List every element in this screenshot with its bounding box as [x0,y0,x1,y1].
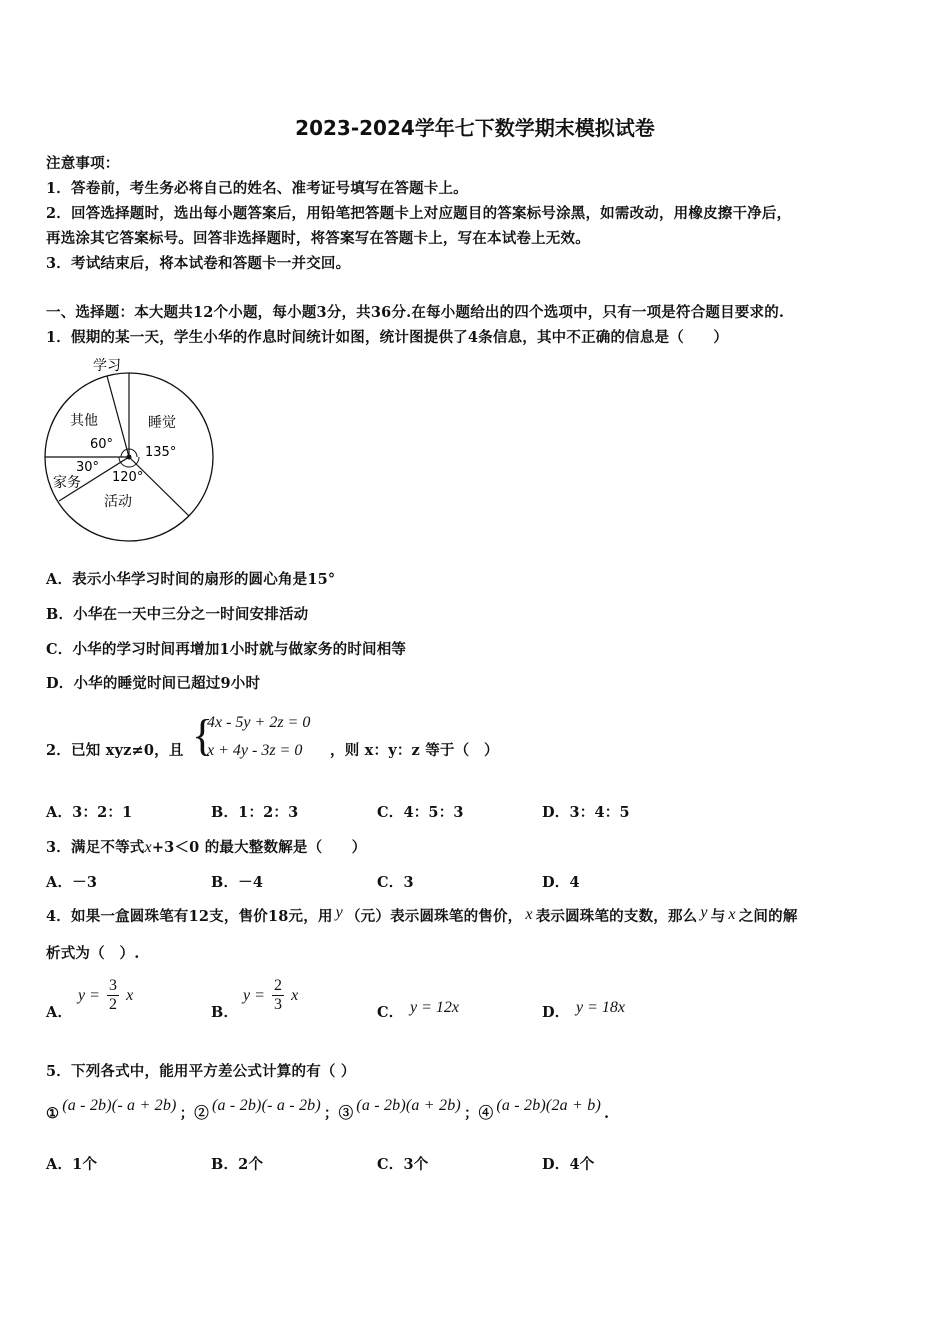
q3-option-d: D．4 [542,874,580,891]
q1-option-b: B．小华在一天中三分之一时间安排活动 [46,606,309,623]
q2-option-a: A．3：2：1 [46,804,133,821]
q3-var-x: x [144,839,152,856]
pie-angle-60: 60° [90,437,114,452]
q3-option-a: A．－3 [46,874,98,891]
pie-angle-135: 135° [145,445,177,460]
q1-stem: 1．假期的某一天，学生小华的作息时间统计如图，统计图提供了4条信息，其中不正确的信息是（ ） [46,329,729,346]
q4-option-b-label: B． [211,1004,239,1021]
q4-stem-part2: （元）表示圆珠笔的售价， [345,908,523,925]
q4-var-x-2: x [728,906,736,923]
q4-var-x: x [525,906,533,923]
q2-stem-suffix: ，则 x：y：z 等于（ ） [330,742,499,759]
notice-2-line2: 再选涂其它答案标号。回答非选择题时，将答案写在答题卡上，写在本试卷上无效。 [46,230,590,247]
q5-circle-2: ；② [179,1105,209,1122]
notice-2-line1: 2．回答选择题时，选出每小题答案后，用铅笔把答题卡上对应题目的答案标号涂黑，如需改动，用橡皮擦干净后， [46,205,792,222]
notice-1: 1．答卷前，考生务必将自己的姓名、准考证号填写在答题卡上。 [46,180,468,197]
q4-option-a-expr [78,977,133,1014]
q4-a-x: x [126,987,134,1004]
q5-expression-1: (a - 2b)(- a + 2b) [62,1097,177,1114]
q4-var-y-2: y [700,904,708,921]
q4-b-fraction [272,977,284,1014]
q5-option-a: A．1个 [46,1156,98,1173]
q5-option-b: B．2个 [211,1156,264,1173]
q3-option-b: B．－4 [211,874,264,891]
q4-option-d-expr: y = 18x [576,999,625,1016]
q4-stem-part3: 表示圆珠笔的支数，那么 [535,908,698,925]
q2-stem-prefix: 2．已知 xyz≠0，且 [46,742,184,759]
q4-stem-part1: 4．如果一盒圆珠笔有12支，售价18元，用 [46,908,333,925]
pie-divider-3 [129,457,189,516]
q4-option-c-label: C． [377,1004,404,1021]
q4-a-numerator: 3 [109,977,117,994]
q2-equation-2: x + 4y - 3z = 0 [207,742,303,759]
q4-option-b-expr [243,977,298,1014]
q2-equation-1: 4x - 5y + 2z = 0 [207,714,311,731]
q4-a-lhs: y = [78,987,100,1004]
q2-option-b: B．1：2：3 [211,804,299,821]
q3-stem-post: +3＜0 的最大整数解是（ ） [151,839,367,856]
q2-option-c: C．4：5：3 [377,804,464,821]
q2-option-d: D．3：4：5 [542,804,630,821]
q4-option-a-label: A． [46,1004,73,1021]
q4-b-numerator: 2 [274,977,282,994]
q5-circle-4: ；④ [463,1105,494,1122]
pie-label-sleep: 睡觉 [148,415,176,431]
q4-stem-part5: 之间的解 [738,908,798,925]
page-title: 2023-2024学年七下数学期末模拟试卷 [295,116,655,140]
q4-stem-line1 [46,904,798,926]
pie-label-housework: 家务 [53,475,81,491]
q5-option-c: C．3个 [377,1156,429,1173]
q4-var-y: y [335,904,343,921]
pie-angle-120: 120° [112,470,144,485]
q3-stem-pre: 3．满足不等式 [46,839,145,856]
q4-a-fraction [107,977,119,1014]
q5-option-d: D．4个 [542,1156,595,1173]
pie-center [127,455,132,460]
q2-brace: { [192,711,214,760]
q4-option-c-expr: y = 12x [410,999,459,1016]
pie-angle-30: 30° [76,460,100,475]
pie-label-activity: 活动 [104,494,132,510]
q1-option-a: A．表示小华学习时间的扇形的圆心角是15° [46,571,336,588]
q5-stem: 5．下列各式中，能用平方差公式计算的有（ ） [46,1063,356,1080]
q4-a-denominator: 2 [109,996,117,1013]
pie-label-other: 其他 [70,413,98,429]
q1-option-c: C．小华的学习时间再增加1小时就与做家务的时间相等 [46,641,407,658]
q5-expression-2: (a - 2b)(- a - 2b) [211,1097,321,1114]
q4-stem-part4: 与 [710,908,726,925]
q4-option-d-label: D． [542,1004,570,1021]
q5-end: . [603,1105,610,1122]
q3-stem [46,836,366,857]
q1-option-d: D．小华的睡觉时间已超过9小时 [46,675,261,692]
section-heading: 一、选择题：本大题共12个小题，每小题3分，共36分.在每小题给出的四个选项中，只有一项是符合题目要求的. [46,304,785,321]
notice-heading: 注意事项： [46,155,120,172]
q5-expression-3: (a - 2b)(a + 2b) [356,1097,461,1114]
q5-circle-1: ① [46,1105,60,1122]
q5-expressions [46,1097,609,1123]
q4-b-x: x [291,987,299,1004]
notice-3: 3．考试结束后，将本试卷和答题卡一并交回。 [46,255,351,272]
q3-option-c: C．3 [377,874,414,891]
q4-b-lhs: y = [243,987,265,1004]
q5-expression-4: (a - 2b)(2a + b) [496,1097,601,1114]
q4-stem-line2: 析式为（ ）. [46,945,140,962]
pie-label-study: 学习 [93,358,121,374]
q1-pie-chart [40,350,225,545]
q4-b-denominator: 3 [274,996,282,1013]
q5-circle-3: ；③ [323,1105,354,1122]
